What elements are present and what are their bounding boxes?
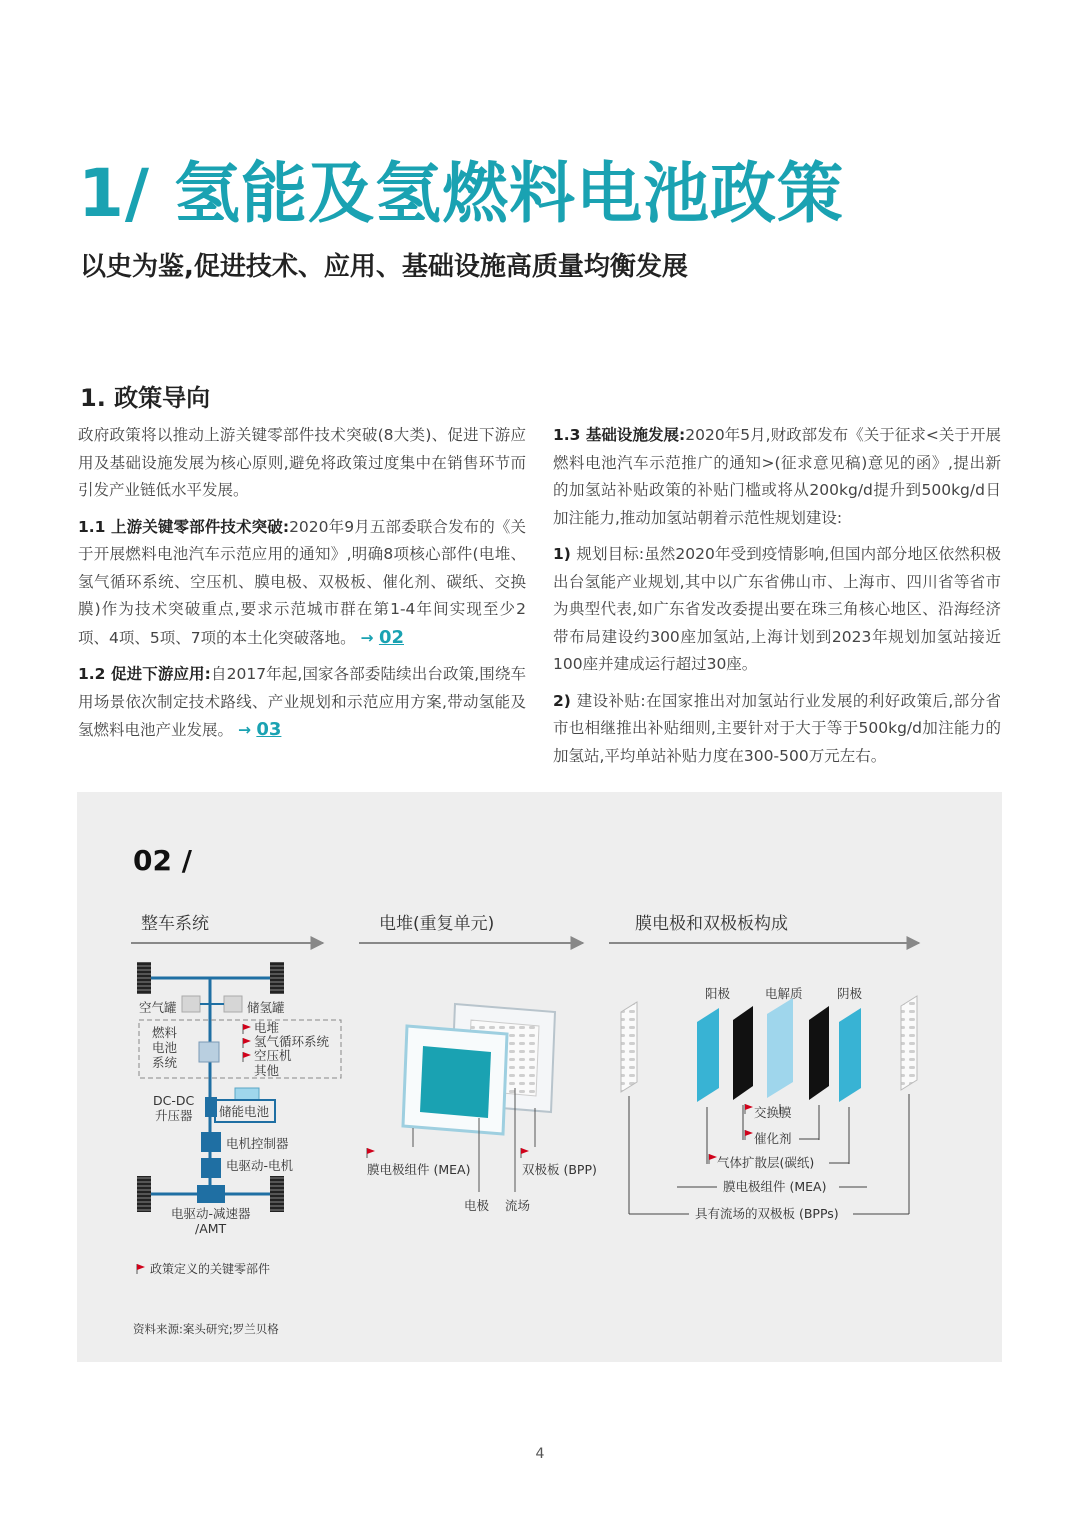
page-subtitle: 以史为鉴,促进技术、应用、基础设施高质量均衡发展 bbox=[80, 252, 688, 282]
paragraph-text: 建设补贴:在国家推出对加氢站行业发展的利好政策后,部分省市也相继推出补贴细则,主要针对于大于等于500kg/d加注能力的加氢站,平均单站补贴力度在300-500万元左右。 bbox=[553, 691, 1002, 765]
left-column bbox=[78, 422, 526, 754]
arrow-right-icon: → bbox=[237, 721, 251, 739]
panel-title-mea: 膜电极和双极板构成 bbox=[635, 914, 788, 934]
label-air-tank: 空气罐 bbox=[139, 1000, 177, 1015]
paragraph-text: 2020年5月,财政部发布《关于征求<关于开展燃料电池汽车示范推广的通知>(征求意见稿)意见的函》,提出新的加氢站补贴政策的补贴门槛或将从200kg/d提升到500kg/d日加注能力,推动加氢站朝着示范性规划建设: bbox=[553, 426, 1001, 527]
paragraph-lead: 1.3 基础设施发展: bbox=[553, 426, 686, 444]
label-anode: 阳极 bbox=[705, 986, 731, 1001]
label-gdl: 气体扩散层(碳纸) bbox=[717, 1155, 815, 1170]
bipolar-plate-right bbox=[901, 996, 917, 1090]
anode-gdl bbox=[697, 1008, 719, 1102]
flag-icon bbox=[521, 1148, 529, 1158]
flag-icon bbox=[367, 1148, 375, 1158]
paragraph-lead: 1) bbox=[553, 545, 577, 563]
paragraph-planning bbox=[553, 541, 1001, 679]
label-h2-loop: 氢气循环系统 bbox=[254, 1034, 330, 1049]
page-title: 1/ 氢能及氢燃料电池政策 bbox=[78, 155, 845, 232]
label-dcdc-1: DC-DC bbox=[153, 1093, 195, 1108]
paragraph-downstream bbox=[78, 661, 526, 745]
cathode-gdl bbox=[839, 1008, 861, 1102]
stack-unit-diagram bbox=[367, 1004, 597, 1213]
arrow-right-icon: → bbox=[360, 628, 374, 647]
flag-icon bbox=[137, 1264, 145, 1274]
paragraph-infrastructure bbox=[553, 422, 1001, 532]
paragraph-lead: 1.2 促进下游应用: bbox=[78, 665, 211, 683]
flag-icon bbox=[243, 1024, 251, 1034]
figure-source: 资料来源:案头研究;罗兰贝格 bbox=[133, 1322, 279, 1336]
intro-paragraph: 政府政策将以推动上游关键零部件技术突破(8大类)、促进下游应用及基础设施发展为核心原则,避免将政策过度集中在销售环节而引发产业链低水平发展。 bbox=[78, 426, 526, 499]
panel-title-stack: 电堆(重复单元) bbox=[379, 914, 495, 934]
wheel-icon bbox=[137, 1176, 151, 1212]
cathode-catalyst bbox=[809, 1006, 829, 1100]
paragraph-lead: 1.1 上游关键零部件技术突破: bbox=[78, 517, 290, 536]
label-fc-1: 燃料 bbox=[152, 1025, 178, 1040]
label-mea: 膜电极组件 (MEA) bbox=[367, 1162, 471, 1177]
panel-title-vehicle: 整车系统 bbox=[141, 914, 209, 934]
legend-key-components: 政策定义的关键零部件 bbox=[150, 1262, 271, 1276]
label-stack: 电堆 bbox=[254, 1020, 280, 1035]
flag-icon bbox=[709, 1154, 717, 1164]
flag-icon bbox=[745, 1130, 753, 1140]
figure-diagram bbox=[77, 792, 1002, 1362]
label-bpp: 双极板 (BPP) bbox=[522, 1162, 597, 1177]
label-reducer-1: 电驱动-减速器 bbox=[171, 1206, 251, 1221]
label-reducer-2: /AMT bbox=[195, 1221, 227, 1236]
label-dcdc-2: 升压器 bbox=[155, 1108, 193, 1123]
bipolar-plate-left bbox=[621, 1002, 637, 1092]
label-other: 其他 bbox=[254, 1063, 280, 1078]
paragraph-text: 规划目标:虽然2020年受到疫情影响,但国内部分地区依然积极出台氢能产业规划,其中以广东省佛山市、上海市、四川省等省市为典型代表,如广东省发改委提出要在珠三角核心地区、沿海经济带布局建设约300座加氢站,上海计划到2023年规划加氢站接近100座并建成运行超过30座。 bbox=[553, 545, 1001, 673]
label-mea-composition: 膜电极组件 (MEA) bbox=[723, 1179, 827, 1194]
paragraph-upstream bbox=[78, 514, 526, 653]
wheel-icon bbox=[137, 962, 151, 994]
figure-02 bbox=[77, 792, 1002, 1362]
paragraph-subsidy bbox=[553, 688, 1001, 771]
label-electrolyte: 电解质 bbox=[765, 986, 803, 1001]
vehicle-system-diagram bbox=[137, 962, 341, 1236]
figure-ref-link-02[interactable] bbox=[360, 626, 404, 648]
right-column bbox=[553, 422, 1001, 779]
label-flowfield: 流场 bbox=[505, 1198, 531, 1213]
paragraph-lead: 2) bbox=[553, 691, 577, 710]
flag-icon bbox=[745, 1104, 753, 1114]
page-number: 4 bbox=[535, 1446, 545, 1462]
label-electrode: 电极 bbox=[464, 1198, 490, 1213]
label-motor-controller: 电机控制器 bbox=[226, 1136, 289, 1151]
label-catalyst: 催化剂 bbox=[754, 1131, 792, 1146]
label-compressor: 空压机 bbox=[254, 1048, 292, 1063]
anode-catalyst bbox=[733, 1006, 753, 1100]
section-title: 1. 政策导向 bbox=[80, 384, 211, 412]
label-h2-tank: 储氢罐 bbox=[247, 1000, 285, 1015]
label-fc-3: 系统 bbox=[152, 1055, 178, 1070]
electrolyte-membrane bbox=[767, 998, 793, 1098]
label-bpps: 具有流场的双极板 (BPPs) bbox=[695, 1206, 839, 1221]
flag-icon bbox=[243, 1052, 251, 1062]
wheel-icon bbox=[270, 962, 284, 994]
paragraph-text: 自2017年起,国家各部委陆续出台政策,围绕车用场景依次制定技术路线、产业规划和示范应用方案,带动氢能及氢燃料电池产业发展。 bbox=[78, 665, 526, 739]
flag-icon bbox=[243, 1038, 251, 1048]
mea-composition-diagram bbox=[621, 986, 917, 1221]
label-motor: 电驱动-电机 bbox=[226, 1158, 294, 1173]
mea-active-area bbox=[420, 1046, 491, 1118]
figure-ref-number: 02 bbox=[378, 626, 404, 648]
wheel-icon bbox=[270, 1176, 284, 1212]
figure-number: 02 / bbox=[133, 844, 192, 877]
figure-ref-number: 03 bbox=[256, 719, 282, 740]
figure-ref-link-03[interactable] bbox=[238, 721, 281, 739]
label-fc-2: 电池 bbox=[152, 1040, 178, 1055]
label-battery: 储能电池 bbox=[219, 1104, 270, 1119]
label-membrane: 交换膜 bbox=[754, 1105, 792, 1120]
label-cathode: 阴极 bbox=[837, 986, 863, 1001]
paragraph-text: 2020年9月五部委联合发布的《关于开展燃料电池汽车示范应用的通知》,明确8项核心部件(电堆、氢气循环系统、空压机、膜电极、双极板、催化剂、碳纸、交换膜)作为技术突破重点,要求示范城市群在第1-4年间实现至少2项、4项、5项、7项的本土化突破落地。 bbox=[78, 517, 526, 647]
